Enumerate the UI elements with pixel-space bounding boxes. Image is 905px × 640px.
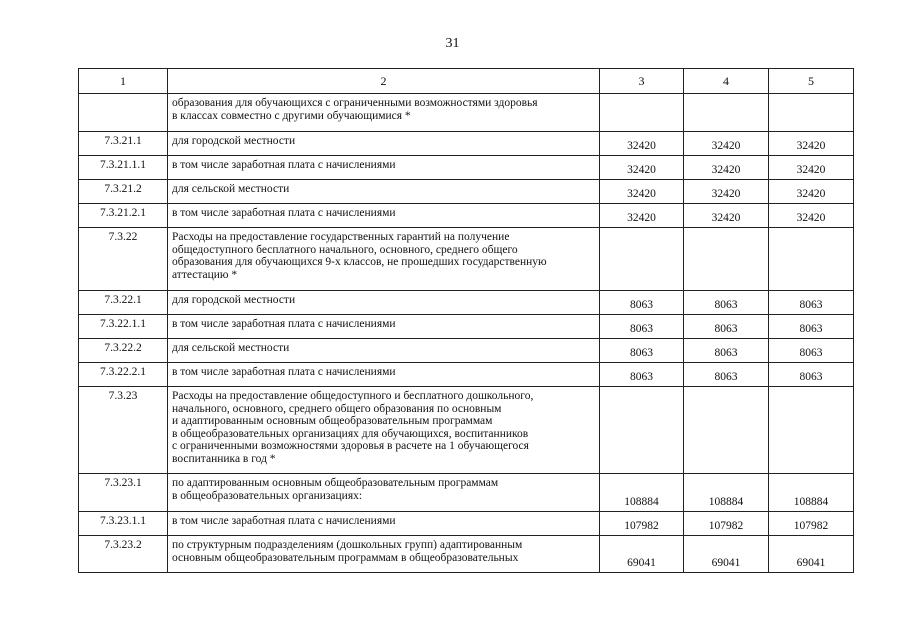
data-table bbox=[78, 68, 854, 573]
column-header-2: 2 bbox=[168, 69, 600, 94]
row-description: Расходы на предоставление общедоступного и бесплатного дошкольного, начального, основного, среднего общего образования по основным и адаптированным основным общеобразовательным программам в общеобразовательных организациях для обучающихся, воспитанников с ограниченными возможностями здоровья в расчете на 1 обучающегося воспитанника в год * bbox=[168, 387, 600, 474]
row-value-col4: 32420 bbox=[684, 204, 769, 228]
row-code bbox=[79, 94, 168, 132]
row-description: в том числе заработная плата с начислениями bbox=[168, 512, 600, 536]
table-row bbox=[79, 94, 854, 132]
row-code: 7.3.22 bbox=[79, 228, 168, 291]
row-code: 7.3.21.2.1 bbox=[79, 204, 168, 228]
row-value-col3: 107982 bbox=[600, 512, 684, 536]
row-value-col4: 108884 bbox=[684, 474, 769, 512]
row-value-col3: 8063 bbox=[600, 291, 684, 315]
row-code: 7.3.23.1.1 bbox=[79, 512, 168, 536]
row-value-col3: 32420 bbox=[600, 204, 684, 228]
row-value-col4: 8063 bbox=[684, 291, 769, 315]
row-value-col3: 32420 bbox=[600, 180, 684, 204]
row-code: 7.3.22.2 bbox=[79, 339, 168, 363]
row-value-col5 bbox=[769, 387, 854, 474]
column-header-1: 1 bbox=[79, 69, 168, 94]
row-value-col3: 8063 bbox=[600, 315, 684, 339]
row-description: по структурным подразделениям (дошкольных групп) адаптированным основным общеобразовательным программам в общеобразовательных bbox=[168, 536, 600, 573]
row-value-col4 bbox=[684, 387, 769, 474]
row-value-col5: 32420 bbox=[769, 132, 854, 156]
row-value-col5: 8063 bbox=[769, 339, 854, 363]
column-header-4: 4 bbox=[684, 69, 769, 94]
table-row bbox=[79, 156, 854, 180]
row-code: 7.3.21.1 bbox=[79, 132, 168, 156]
row-value-col5: 69041 bbox=[769, 536, 854, 573]
row-code: 7.3.23 bbox=[79, 387, 168, 474]
table-row bbox=[79, 474, 854, 512]
row-value-col3: 108884 bbox=[600, 474, 684, 512]
row-value-col4 bbox=[684, 94, 769, 132]
row-description: для городской местности bbox=[168, 132, 600, 156]
row-code: 7.3.22.2.1 bbox=[79, 363, 168, 387]
table-row bbox=[79, 204, 854, 228]
row-value-col5: 8063 bbox=[769, 363, 854, 387]
row-value-col5: 32420 bbox=[769, 156, 854, 180]
row-value-col4 bbox=[684, 228, 769, 291]
row-code: 7.3.21.2 bbox=[79, 180, 168, 204]
row-value-col3 bbox=[600, 94, 684, 132]
row-value-col4: 32420 bbox=[684, 156, 769, 180]
row-value-col3 bbox=[600, 228, 684, 291]
row-code: 7.3.22.1.1 bbox=[79, 315, 168, 339]
table-header-row bbox=[79, 69, 854, 94]
row-code: 7.3.23.1 bbox=[79, 474, 168, 512]
column-header-5: 5 bbox=[769, 69, 854, 94]
table-row bbox=[79, 363, 854, 387]
row-code: 7.3.23.2 bbox=[79, 536, 168, 573]
row-description: по адаптированным основным общеобразовательным программам в общеобразовательных организациях: bbox=[168, 474, 600, 512]
row-value-col4: 8063 bbox=[684, 363, 769, 387]
row-value-col5: 108884 bbox=[769, 474, 854, 512]
row-value-col3: 32420 bbox=[600, 156, 684, 180]
table-row bbox=[79, 180, 854, 204]
row-description: в том числе заработная плата с начислениями bbox=[168, 315, 600, 339]
row-description: для сельской местности bbox=[168, 180, 600, 204]
column-header-3: 3 bbox=[600, 69, 684, 94]
row-value-col4: 32420 bbox=[684, 180, 769, 204]
row-value-col4: 32420 bbox=[684, 132, 769, 156]
row-description: в том числе заработная плата с начислениями bbox=[168, 363, 600, 387]
row-value-col3: 8063 bbox=[600, 363, 684, 387]
row-value-col3: 69041 bbox=[600, 536, 684, 573]
table-row bbox=[79, 315, 854, 339]
row-value-col3 bbox=[600, 387, 684, 474]
row-value-col4: 8063 bbox=[684, 315, 769, 339]
page-number: 31 bbox=[445, 36, 460, 51]
row-value-col5 bbox=[769, 94, 854, 132]
row-description: для сельской местности bbox=[168, 339, 600, 363]
table-row bbox=[79, 228, 854, 291]
row-description: в том числе заработная плата с начислениями bbox=[168, 156, 600, 180]
row-value-col4: 8063 bbox=[684, 339, 769, 363]
table-row bbox=[79, 387, 854, 474]
row-value-col4: 107982 bbox=[684, 512, 769, 536]
row-description: для городской местности bbox=[168, 291, 600, 315]
row-value-col3: 8063 bbox=[600, 339, 684, 363]
table-row bbox=[79, 291, 854, 315]
row-value-col5: 8063 bbox=[769, 315, 854, 339]
table-row bbox=[79, 536, 854, 573]
row-description: образования для обучающихся с ограниченными возможностями здоровья в классах совместно с другими обучающимися * bbox=[168, 94, 600, 132]
row-value-col5: 8063 bbox=[769, 291, 854, 315]
row-code: 7.3.21.1.1 bbox=[79, 156, 168, 180]
row-value-col5: 107982 bbox=[769, 512, 854, 536]
row-value-col5 bbox=[769, 228, 854, 291]
row-description: Расходы на предоставление государственных гарантий на получение общедоступного бесплатного начального, основного, среднего общего образования для обучающихся 9-х классов, не прошедших государственную аттестацию * bbox=[168, 228, 600, 291]
row-description: в том числе заработная плата с начислениями bbox=[168, 204, 600, 228]
row-code: 7.3.22.1 bbox=[79, 291, 168, 315]
row-value-col4: 69041 bbox=[684, 536, 769, 573]
row-value-col5: 32420 bbox=[769, 180, 854, 204]
row-value-col5: 32420 bbox=[769, 204, 854, 228]
table-row bbox=[79, 132, 854, 156]
row-value-col3: 32420 bbox=[600, 132, 684, 156]
table-row bbox=[79, 339, 854, 363]
table-row bbox=[79, 512, 854, 536]
